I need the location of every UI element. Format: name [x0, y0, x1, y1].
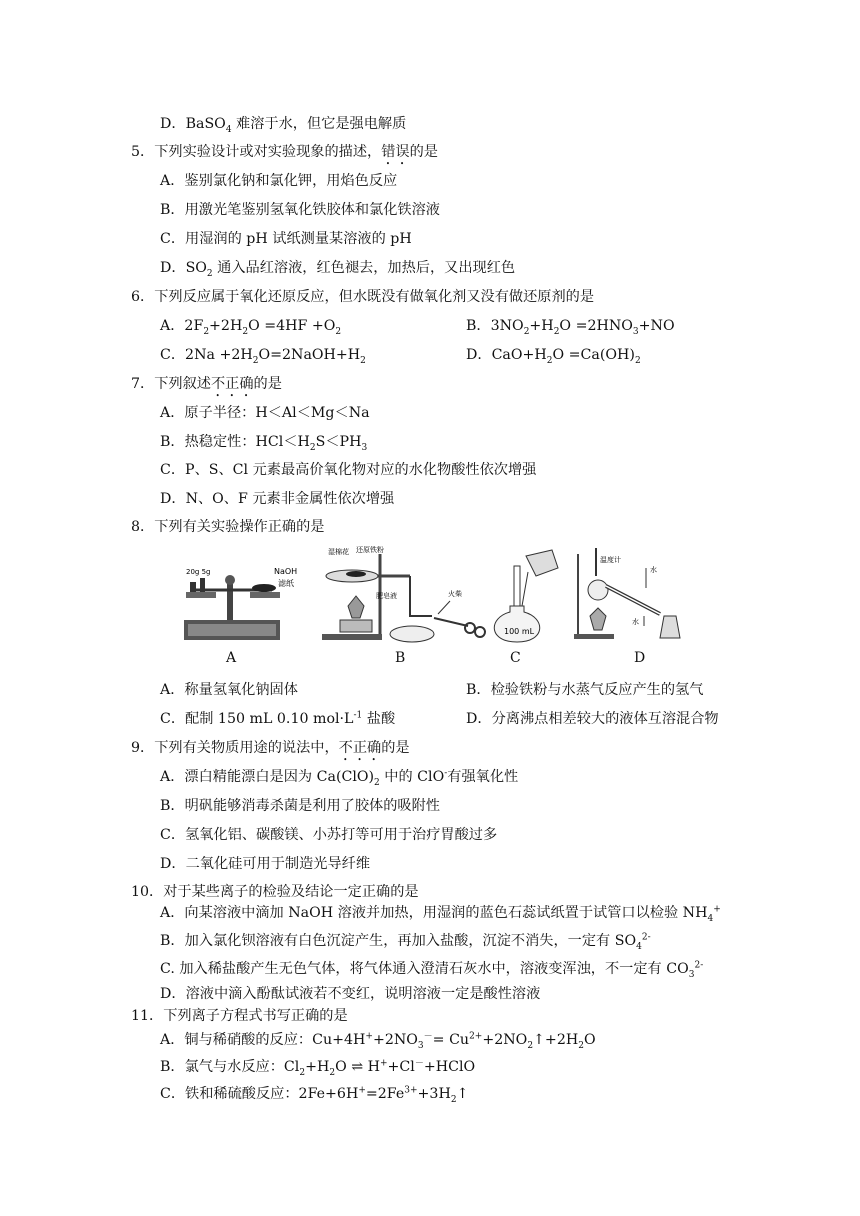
soap-label: 肥皂液: [376, 592, 397, 600]
q5-option-a: A．鉴别氯化钠和氯化钾，用焰色反应: [160, 173, 398, 189]
iron-steam-apparatus: [322, 546, 485, 642]
question-6: 6．下列反应属于氧化还原反应，但水既没有做氧化剂又没有做还原剂的是: [131, 289, 595, 305]
question-7: 7．下列叙述不正确的是: [131, 376, 282, 392]
flask-volume-label: 100 mL: [504, 627, 535, 636]
water-outlet-label: 水: [632, 618, 639, 626]
q10-option-c: C. 加入稀盐酸产生无色气体，将气体通入澄清石灰水中，溶液变浑浊，不一定有 $CO_3^{2-}$: [160, 960, 704, 980]
q10-option-a: A．向某溶液中滴加 NaOH 溶液并加热，用湿润的蓝色石蕊试纸置于试管口以检验 $NH_4^+$: [160, 904, 721, 924]
q6-option-b: B．$3NO_2+H_2O =2HNO_3+NO$: [466, 318, 675, 337]
q5-option-b: B．用激光笔鉴别氢氧化铁胶体和氯化铁溶液: [160, 202, 440, 218]
question-8: 8．下列有关实验操作正确的是: [131, 519, 325, 535]
q8-option-b: B．检验铁粉与水蒸气反应产生的氢气: [466, 682, 704, 698]
question-9: 9．下列有关物质用途的说法中，不正确的是: [131, 740, 410, 756]
q11-option-a: A．铜与稀硝酸的反应：$Cu+4H^++2NO_3^-=$ $Cu^{2+}+2NO_2↑+2H_2O$: [160, 1031, 596, 1051]
q5-option-d: D．$SO_2$ 通入品红溶液，红色褪去，加热后，又出现红色: [160, 260, 516, 279]
q6-option-c: C．$2Na +2H_2O=2NaOH+H_2$: [160, 347, 366, 366]
question-10: 10．对于某些离子的检验及结论一定正确的是: [131, 884, 419, 900]
q4-option-d: D．BaSO$_4$ 难溶于水，但它是强电解质: [160, 116, 407, 135]
thermometer-label: 温度计: [600, 556, 621, 564]
q7-option-c: C．P、S、Cl 元素最高价氧化物对应的水化物酸性依次增强: [160, 462, 537, 478]
water-inlet-label: 水: [650, 566, 657, 574]
q8-option-a: A．称量氢氧化钠固体: [160, 682, 298, 698]
naoh-label: NaOH: [274, 567, 298, 576]
balance-apparatus: [184, 567, 297, 640]
q9-option-b: B．明矾能够消毒杀菌是利用了胶体的吸附性: [160, 798, 440, 814]
q6-option-a: A．$2F_2+2H_2O =4HF +O_2$: [160, 318, 342, 337]
q11-option-c: C．铁和稀硫酸反应：$2Fe+6H^+=2Fe^{3+}+3H_2↑$: [160, 1085, 469, 1105]
figure-label-a: A: [226, 650, 237, 666]
q7-option-b: B．热稳定性：$HCl<H_2S<PH_3$: [160, 434, 368, 453]
distillation-apparatus: [574, 548, 680, 639]
q7-option-d: D．N、O、F 元素非金属性依次增强: [160, 491, 395, 507]
match-label: 火柴: [448, 590, 462, 598]
q10-option-b: B．加入氯化钡溶液有白色沉淀产生，再加入盐酸，沉淀不消失，一定有 $SO_4^{2-}$: [160, 932, 651, 952]
q9-option-a: A．漂白精能漂白是因为 $Ca(ClO)_2$ 中的 ClO-有强氧化性: [160, 768, 519, 788]
figure-label-c: C: [510, 650, 521, 666]
weights-label: 20g 5g: [186, 568, 211, 576]
question-5: 5．下列实验设计或对实验现象的描述，错误的是: [131, 144, 438, 160]
wet-cotton-label: 湿棉花: [328, 548, 349, 556]
q9-option-d: D．二氧化硅可用于制造光导纤维: [160, 856, 371, 872]
q5-option-c: C．用湿润的 pH 试纸测量某溶液的 pH: [160, 231, 412, 247]
q6-option-d: D．$CaO+H_2O =Ca(OH)_2$: [466, 347, 641, 366]
q7-option-a: A．原子半径：H＜Al＜Mg＜Na: [160, 405, 370, 421]
q8-option-c: C．配制 150 mL 0.10 $mol\cdot L^{-1}$ 盐酸: [160, 710, 396, 727]
volumetric-flask-apparatus: [494, 550, 558, 642]
iron-powder-label: 还原铁粉: [356, 546, 384, 554]
q9-option-c: C．氢氧化铝、碳酸镁、小苏打等可用于治疗胃酸过多: [160, 827, 498, 843]
question-11: 11．下列离子方程式书写正确的是: [131, 1008, 348, 1024]
q11-option-b: B．氯气与水反应：$Cl_2+H_2O$ ⇌ H++Cl－+HClO: [160, 1058, 476, 1078]
figure-label-d: D: [634, 650, 646, 666]
apparatus-figure: [180, 546, 686, 646]
q10-option-d: D．溶液中滴入酚酞试液若不变红，说明溶液一定是酸性溶液: [160, 986, 541, 1002]
filter-paper-label: 滤纸: [278, 579, 294, 588]
figure-label-b: B: [395, 650, 406, 666]
q8-option-d: D．分离沸点相差较大的液体互溶混合物: [466, 711, 719, 727]
